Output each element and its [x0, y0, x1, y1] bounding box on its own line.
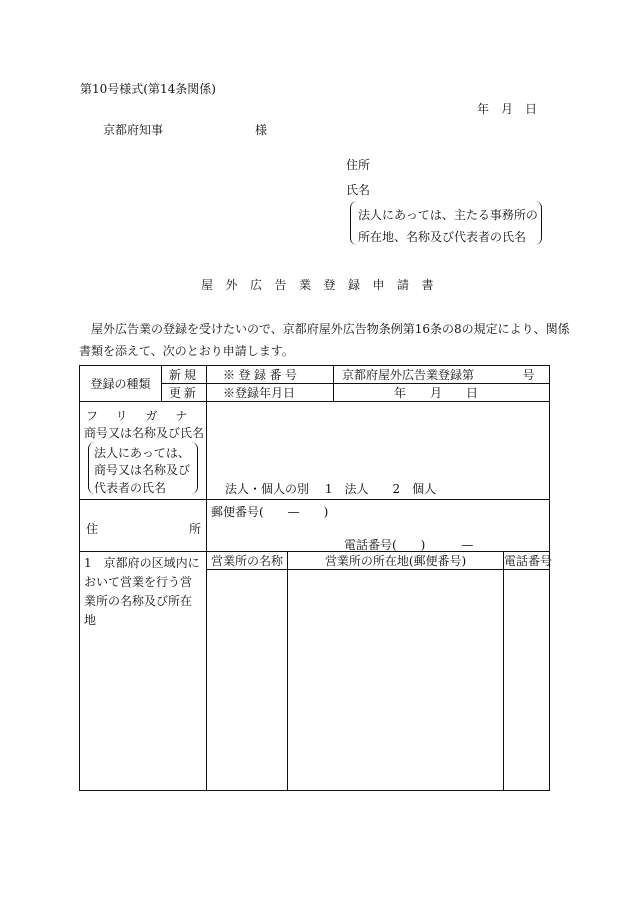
body-text-line-1: 屋外広告業の登録を受けたいので、京都府屋外広告物条例第16条の8の規定により、関係 [91, 322, 570, 336]
office-section-label-cell [80, 552, 207, 791]
trade-name-label: 商号又は名称及び氏名 [84, 426, 205, 440]
date-line: 年 月 日 [477, 102, 538, 116]
form-number: 第10号様式(第14条関係) [80, 82, 216, 96]
applicant-name-label: 氏名 [346, 183, 371, 197]
body-text-line-2: 書類を添えて、次のとおり申請します。 [79, 344, 294, 358]
address-value-cell[interactable] [207, 500, 550, 552]
reg-no-value-cell [334, 366, 550, 384]
reg-date-value: 年 月 日 [334, 384, 550, 402]
document-title: 屋外広告業登録申請書 [201, 278, 447, 292]
trade-corp-note-2: 商号又は名称及び [94, 463, 191, 477]
postal-code: 郵便番号( — ) [211, 505, 329, 519]
col-office-location: 営業所の所在地(郵便番号) [288, 552, 504, 570]
furigana-label: フリガナ [86, 409, 206, 423]
col-office-name: 営業所の名称 [207, 552, 288, 570]
renew-label: 更新 [162, 384, 207, 402]
addressee-honorific: 様 [255, 123, 268, 137]
reg-no-value: 京都府屋外広告業登録第 [342, 368, 475, 382]
reg-type-label: 登録の種類 [90, 377, 151, 391]
office-section-label-2: おいて営業を行う営 [84, 575, 193, 589]
trade-name-label-cell [80, 402, 207, 500]
office-name-cell[interactable] [207, 570, 288, 791]
office-section-label-4: 地 [84, 613, 97, 627]
address-label-cell [80, 500, 207, 552]
reg-date-label: ※登録年月日 [207, 384, 334, 402]
address-label-1: 住 [86, 522, 99, 536]
new-label: 新規 [162, 366, 207, 384]
applicant-corp-note-2: 所在地、名称及び代表者の氏名 [358, 230, 527, 244]
applicant-address-label: 住所 [346, 158, 371, 172]
addressee: 京都府知事 [103, 123, 164, 137]
office-phone-cell[interactable] [504, 570, 550, 791]
trade-name-value-cell[interactable] [207, 402, 550, 500]
application-table [79, 365, 553, 791]
col-phone: 電話番号 [504, 552, 550, 570]
reg-type-label-cell [80, 366, 162, 402]
trade-corp-note-3: 代表者の氏名 [94, 481, 167, 495]
corp-individual-choice[interactable]: 法人・個人の別 1 法人 2 個人 [225, 482, 437, 496]
office-location-cell[interactable] [288, 570, 504, 791]
trade-corp-note-1: 法人にあっては、 [94, 446, 190, 460]
reg-no-label: ※登録番号 [207, 366, 334, 384]
phone-number-field: 電話番号( ) — [344, 538, 474, 552]
office-section-label-1: 1 京都府の区域内に [84, 556, 200, 570]
applicant-corp-note-1: 法人にあっては、主たる事務所の [358, 208, 538, 222]
office-section-label-3: 業所の名称及び所在 [84, 594, 193, 608]
address-label-2: 所 [189, 522, 202, 536]
reg-no-suffix: 号 [522, 368, 535, 382]
